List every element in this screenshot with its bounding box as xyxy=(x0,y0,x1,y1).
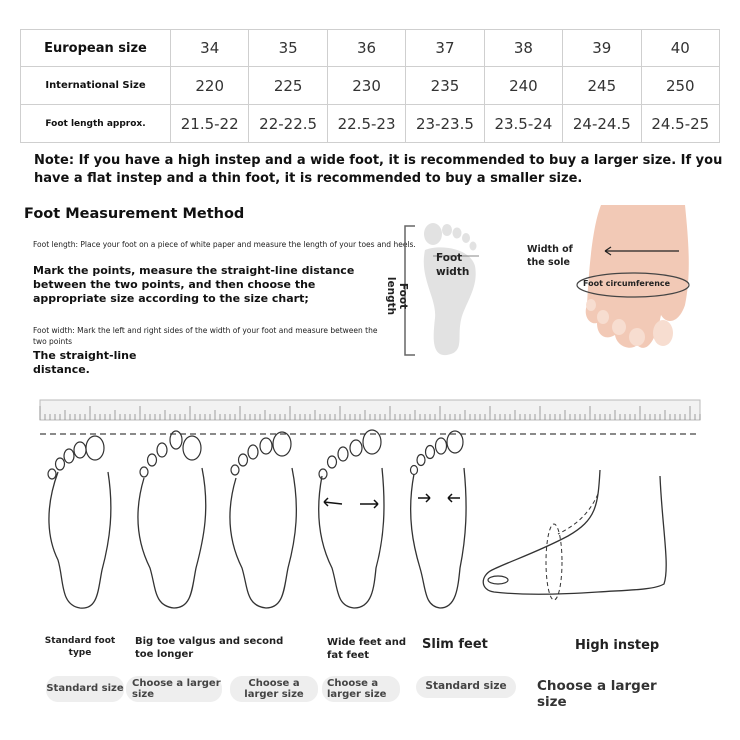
table-row xyxy=(21,67,720,105)
table-cell: 245 xyxy=(563,67,641,105)
size-note: Note: If you have a high instep and a wide foot, it is recommended to buy a larger size. If you have a flat instep and a thin foot, it is recommended to buy a smaller size. xyxy=(34,153,723,186)
method-title: Foot Measurement Method xyxy=(24,206,245,222)
foot-outline-slim xyxy=(402,428,477,613)
row-header: International Size xyxy=(21,67,171,105)
table-cell: 23.5-24 xyxy=(484,105,562,143)
table-cell: 39 xyxy=(563,30,641,67)
foot-length-instruction: Foot length: Place your foot on a piece of white paper and measure the length of your toes and heels. xyxy=(33,240,416,249)
table-cell: 225 xyxy=(249,67,327,105)
foot-type-label: Big toe valgus and second toe longer xyxy=(135,636,284,660)
table-cell: 250 xyxy=(641,67,719,105)
advice-badge: Choose a larger size xyxy=(322,676,400,702)
footprint-diagram xyxy=(395,218,495,363)
advice-badge: Choose a larger size xyxy=(537,678,657,710)
table-cell: 37 xyxy=(406,30,484,67)
table-cell: 21.5-22 xyxy=(171,105,249,143)
table-cell: 220 xyxy=(171,67,249,105)
foot-type-label: Wide feet and fat feet xyxy=(327,637,407,661)
table-cell: 36 xyxy=(327,30,405,67)
table-cell: 235 xyxy=(406,67,484,105)
size-chart-table xyxy=(20,29,720,143)
table-cell: 24-24.5 xyxy=(563,105,641,143)
foot-outline-standard xyxy=(40,430,120,615)
foot-side-high-instep xyxy=(478,466,668,616)
foot-circumference-label: Foot circumference xyxy=(583,279,671,288)
width-of-sole-label: Width of the sole xyxy=(527,244,573,268)
foot-length-steps: Mark the points, measure the straight-line distance between the two points, and then choose the appropriate size according to the size chart; xyxy=(33,264,355,305)
table-cell: 24.5-25 xyxy=(641,105,719,143)
advice-badge: Choose a larger size xyxy=(126,676,222,702)
row-header: European size xyxy=(21,30,171,67)
foot-type-label: Slim feet xyxy=(422,637,488,652)
table-row xyxy=(21,30,720,67)
foot-outline-big-toe-valgus xyxy=(130,428,215,613)
table-cell: 34 xyxy=(171,30,249,67)
foot-outline-wide xyxy=(312,428,392,613)
advice-badge: Standard size xyxy=(46,676,124,702)
table-cell: 23-23.5 xyxy=(406,105,484,143)
table-cell: 22.5-23 xyxy=(327,105,405,143)
foot-outline-long-second-toe xyxy=(222,428,307,613)
table-cell: 240 xyxy=(484,67,562,105)
table-cell: 22-22.5 xyxy=(249,105,327,143)
foot-type-label: Standard foot type xyxy=(44,636,116,658)
table-cell: 38 xyxy=(484,30,562,67)
advice-badge: Standard size xyxy=(416,676,516,698)
foot-length-label: Foot length xyxy=(385,276,409,316)
table-cell: 40 xyxy=(641,30,719,67)
foot-width-label: Foot width xyxy=(436,252,470,278)
foot-type-label: High instep xyxy=(575,638,660,653)
row-header: Foot length approx. xyxy=(21,105,171,143)
foot-width-distance: The straight-line distance. xyxy=(33,349,137,376)
table-cell: 230 xyxy=(327,67,405,105)
table-row xyxy=(21,105,720,143)
advice-badge: Choose a larger size xyxy=(230,676,318,702)
foot-width-instruction: Foot width: Mark the left and right sides of the width of your foot and measure between the two points xyxy=(33,326,378,346)
table-cell: 35 xyxy=(249,30,327,67)
